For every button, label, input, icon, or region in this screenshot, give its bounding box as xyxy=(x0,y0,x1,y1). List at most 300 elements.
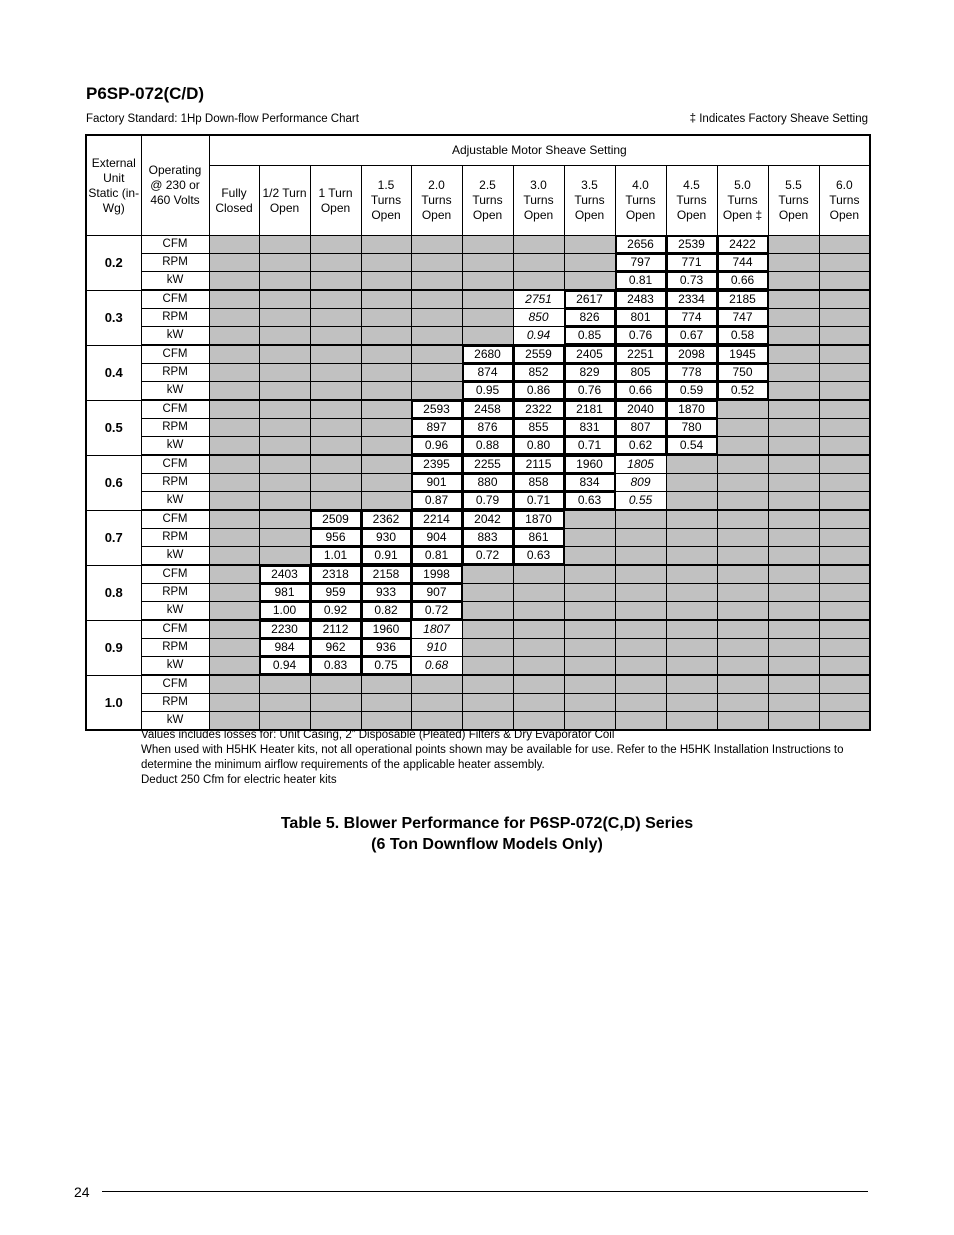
unavailable-cell xyxy=(666,694,717,712)
unavailable-cell xyxy=(717,602,768,621)
unavailable-cell xyxy=(768,345,819,364)
performance-value: 771 xyxy=(666,254,717,272)
performance-value: 0.73 xyxy=(666,272,717,291)
unavailable-cell xyxy=(768,565,819,584)
performance-value: 956 xyxy=(310,529,361,547)
performance-value: 2422 xyxy=(717,236,768,254)
performance-value: 959 xyxy=(310,584,361,602)
performance-value: 874 xyxy=(462,364,513,382)
unavailable-cell xyxy=(209,345,259,364)
table-row xyxy=(86,602,870,621)
unavailable-cell xyxy=(615,529,666,547)
performance-value: 850 xyxy=(513,309,564,327)
unavailable-cell xyxy=(310,290,361,309)
unavailable-cell xyxy=(819,364,870,382)
column-header: 6.0 Turns Open xyxy=(819,166,870,236)
unavailable-cell xyxy=(462,620,513,639)
unavailable-cell xyxy=(310,272,361,291)
performance-value: 0.94 xyxy=(513,327,564,346)
unavailable-cell xyxy=(768,529,819,547)
row-label: CFM xyxy=(141,236,209,254)
unavailable-cell xyxy=(564,547,615,566)
unavailable-cell xyxy=(462,272,513,291)
performance-value: 883 xyxy=(462,529,513,547)
performance-value: 0.85 xyxy=(564,327,615,346)
unavailable-cell xyxy=(310,345,361,364)
unavailable-cell xyxy=(615,510,666,529)
unavailable-cell xyxy=(768,474,819,492)
unavailable-cell xyxy=(361,290,411,309)
unavailable-cell xyxy=(209,657,259,676)
table-row xyxy=(86,254,870,272)
unavailable-cell xyxy=(513,694,564,712)
performance-value: 2539 xyxy=(666,236,717,254)
table-row xyxy=(86,694,870,712)
page-number: 24 xyxy=(74,1184,90,1200)
performance-value: 0.68 xyxy=(411,657,462,676)
unavailable-cell xyxy=(564,254,615,272)
unavailable-cell xyxy=(666,510,717,529)
row-label: CFM xyxy=(141,290,209,309)
footer-rule xyxy=(102,1191,868,1192)
unavailable-cell xyxy=(768,327,819,346)
unavailable-cell xyxy=(209,529,259,547)
unavailable-cell xyxy=(259,345,310,364)
column-header: 2.5 Turns Open xyxy=(462,166,513,236)
performance-value: 0.72 xyxy=(411,602,462,621)
performance-value: 809 xyxy=(615,474,666,492)
unavailable-cell xyxy=(819,254,870,272)
unavailable-cell xyxy=(717,492,768,511)
unavailable-cell xyxy=(411,382,462,401)
table-row xyxy=(86,437,870,456)
row-label: CFM xyxy=(141,675,209,694)
unavailable-cell xyxy=(462,602,513,621)
performance-value: 2559 xyxy=(513,345,564,364)
performance-value: 981 xyxy=(259,584,310,602)
unavailable-cell xyxy=(310,309,361,327)
static-pressure-cell: 0.8 xyxy=(86,565,141,620)
unavailable-cell xyxy=(209,437,259,456)
unavailable-cell xyxy=(564,529,615,547)
unavailable-cell xyxy=(209,639,259,657)
performance-value: 2042 xyxy=(462,510,513,529)
unavailable-cell xyxy=(462,290,513,309)
column-header: 5.0 Turns Open ‡ xyxy=(717,166,768,236)
row-label: RPM xyxy=(141,529,209,547)
unavailable-cell xyxy=(259,675,310,694)
unavailable-cell xyxy=(361,455,411,474)
table-row xyxy=(86,345,870,364)
table-row xyxy=(86,400,870,419)
column-header: 4.0 Turns Open xyxy=(615,166,666,236)
unavailable-cell xyxy=(819,236,870,254)
unavailable-cell xyxy=(209,309,259,327)
performance-value: 2593 xyxy=(411,400,462,419)
unavailable-cell xyxy=(666,657,717,676)
performance-value: 2158 xyxy=(361,565,411,584)
unavailable-cell xyxy=(564,584,615,602)
performance-value: 2318 xyxy=(310,565,361,584)
performance-value: 2656 xyxy=(615,236,666,254)
performance-value: 861 xyxy=(513,529,564,547)
unavailable-cell xyxy=(819,290,870,309)
unavailable-cell xyxy=(259,290,310,309)
performance-value: 910 xyxy=(411,639,462,657)
unavailable-cell xyxy=(768,455,819,474)
unavailable-cell xyxy=(717,529,768,547)
performance-value: 901 xyxy=(411,474,462,492)
unavailable-cell xyxy=(411,327,462,346)
performance-value: 0.81 xyxy=(615,272,666,291)
unavailable-cell xyxy=(462,309,513,327)
table-row xyxy=(86,510,870,529)
row-label: RPM xyxy=(141,254,209,272)
performance-value: 2403 xyxy=(259,565,310,584)
unavailable-cell xyxy=(819,309,870,327)
unavailable-cell xyxy=(768,694,819,712)
unavailable-cell xyxy=(411,290,462,309)
unavailable-cell xyxy=(564,510,615,529)
performance-value: 2115 xyxy=(513,455,564,474)
unavailable-cell xyxy=(513,657,564,676)
performance-value: 834 xyxy=(564,474,615,492)
unavailable-cell xyxy=(361,474,411,492)
column-header: 2.0 Turns Open xyxy=(411,166,462,236)
unavailable-cell xyxy=(259,400,310,419)
performance-value: 0.83 xyxy=(310,657,361,676)
performance-value: 0.91 xyxy=(361,547,411,566)
unavailable-cell xyxy=(768,272,819,291)
unavailable-cell xyxy=(209,584,259,602)
unavailable-cell xyxy=(819,474,870,492)
table-row xyxy=(86,382,870,401)
performance-value: 1.00 xyxy=(259,602,310,621)
table-row xyxy=(86,675,870,694)
performance-value: 2483 xyxy=(615,290,666,309)
unavailable-cell xyxy=(666,584,717,602)
performance-value: 0.63 xyxy=(564,492,615,511)
unavailable-cell xyxy=(259,547,310,566)
unavailable-cell xyxy=(361,400,411,419)
unavailable-cell xyxy=(411,236,462,254)
performance-value: 747 xyxy=(717,309,768,327)
unavailable-cell xyxy=(513,639,564,657)
unavailable-cell xyxy=(259,694,310,712)
performance-value: 2214 xyxy=(411,510,462,529)
unavailable-cell xyxy=(513,272,564,291)
unavailable-cell xyxy=(310,400,361,419)
performance-value: 0.75 xyxy=(361,657,411,676)
performance-value: 2040 xyxy=(615,400,666,419)
performance-value: 904 xyxy=(411,529,462,547)
performance-value: 0.95 xyxy=(462,382,513,401)
unavailable-cell xyxy=(209,455,259,474)
static-pressure-cell: 0.6 xyxy=(86,455,141,510)
unavailable-cell xyxy=(361,345,411,364)
row-label: kW xyxy=(141,492,209,511)
unavailable-cell xyxy=(209,565,259,584)
row-label: RPM xyxy=(141,584,209,602)
unavailable-cell xyxy=(513,254,564,272)
unavailable-cell xyxy=(310,675,361,694)
unavailable-cell xyxy=(513,236,564,254)
unavailable-cell xyxy=(564,620,615,639)
unavailable-cell xyxy=(513,602,564,621)
unavailable-cell xyxy=(411,364,462,382)
unavailable-cell xyxy=(411,345,462,364)
unavailable-cell xyxy=(717,694,768,712)
unavailable-cell xyxy=(259,510,310,529)
performance-value: 0.96 xyxy=(411,437,462,456)
unavailable-cell xyxy=(615,639,666,657)
unavailable-cell xyxy=(462,327,513,346)
unavailable-cell xyxy=(209,492,259,511)
unavailable-cell xyxy=(310,254,361,272)
performance-value: 744 xyxy=(717,254,768,272)
unavailable-cell xyxy=(259,474,310,492)
performance-value: 0.52 xyxy=(717,382,768,401)
row-label: kW xyxy=(141,272,209,291)
performance-value: 829 xyxy=(564,364,615,382)
table-row xyxy=(86,290,870,309)
unavailable-cell xyxy=(361,254,411,272)
unavailable-cell xyxy=(819,400,870,419)
unavailable-cell xyxy=(717,565,768,584)
static-pressure-cell: 0.5 xyxy=(86,400,141,455)
unavailable-cell xyxy=(564,236,615,254)
performance-value: 0.86 xyxy=(513,382,564,401)
performance-value: 876 xyxy=(462,419,513,437)
unavailable-cell xyxy=(717,675,768,694)
performance-value: 2680 xyxy=(462,345,513,364)
unavailable-cell xyxy=(768,290,819,309)
performance-value: 0.63 xyxy=(513,547,564,566)
unavailable-cell xyxy=(615,657,666,676)
unavailable-cell xyxy=(666,455,717,474)
performance-value: 0.72 xyxy=(462,547,513,566)
performance-value: 0.80 xyxy=(513,437,564,456)
unavailable-cell xyxy=(259,364,310,382)
unavailable-cell xyxy=(411,694,462,712)
row-label: kW xyxy=(141,657,209,676)
performance-value: 2255 xyxy=(462,455,513,474)
unavailable-cell xyxy=(310,437,361,456)
unavailable-cell xyxy=(819,437,870,456)
unavailable-cell xyxy=(209,602,259,621)
unavailable-cell xyxy=(259,455,310,474)
unavailable-cell xyxy=(411,675,462,694)
table-row xyxy=(86,639,870,657)
unavailable-cell xyxy=(259,437,310,456)
unavailable-cell xyxy=(615,565,666,584)
unavailable-cell xyxy=(819,547,870,566)
performance-value: 2509 xyxy=(310,510,361,529)
unavailable-cell xyxy=(462,565,513,584)
performance-value: 0.55 xyxy=(615,492,666,511)
unavailable-cell xyxy=(717,455,768,474)
performance-value: 2751 xyxy=(513,290,564,309)
unavailable-cell xyxy=(564,272,615,291)
performance-value: 797 xyxy=(615,254,666,272)
static-pressure-cell: 0.9 xyxy=(86,620,141,675)
unavailable-cell xyxy=(564,565,615,584)
performance-value: 807 xyxy=(615,419,666,437)
unavailable-cell xyxy=(310,474,361,492)
unavailable-cell xyxy=(666,620,717,639)
unavailable-cell xyxy=(310,364,361,382)
page-title: P6SP-072(C/D) xyxy=(86,84,205,103)
chart-subtitle: Factory Standard: 1Hp Down-flow Performance Chart xyxy=(86,113,359,125)
performance-value: 0.76 xyxy=(615,327,666,346)
unavailable-cell xyxy=(768,437,819,456)
performance-value: 2185 xyxy=(717,290,768,309)
unavailable-cell xyxy=(361,327,411,346)
unavailable-cell xyxy=(513,620,564,639)
performance-value: 2362 xyxy=(361,510,411,529)
unavailable-cell xyxy=(615,620,666,639)
note-losses: Values includes losses for: Unit Casing, 2” Disposable (Pleated) Filters & Dry Evaporator Coil xyxy=(141,729,615,741)
row-label: CFM xyxy=(141,400,209,419)
unavailable-cell xyxy=(361,437,411,456)
unavailable-cell xyxy=(717,620,768,639)
unavailable-cell xyxy=(615,675,666,694)
caption-line-1: Table 5. Blower Performance for P6SP-072(C,D) Series xyxy=(280,815,694,832)
table-row xyxy=(86,236,870,254)
unavailable-cell xyxy=(259,492,310,511)
performance-value: 0.87 xyxy=(411,492,462,511)
table-row xyxy=(86,620,870,639)
row-label: RPM xyxy=(141,364,209,382)
table-row xyxy=(86,657,870,676)
performance-value: 778 xyxy=(666,364,717,382)
unavailable-cell xyxy=(209,419,259,437)
unavailable-cell xyxy=(768,492,819,511)
unavailable-cell xyxy=(717,474,768,492)
unavailable-cell xyxy=(666,474,717,492)
unavailable-cell xyxy=(513,675,564,694)
performance-value: 0.71 xyxy=(564,437,615,456)
unavailable-cell xyxy=(768,510,819,529)
performance-value: 1998 xyxy=(411,565,462,584)
unavailable-cell xyxy=(819,345,870,364)
unavailable-cell xyxy=(615,584,666,602)
unavailable-cell xyxy=(768,547,819,566)
unavailable-cell xyxy=(462,675,513,694)
column-header: 1/2 Turn Open xyxy=(259,166,310,236)
performance-value: 805 xyxy=(615,364,666,382)
performance-value: 0.79 xyxy=(462,492,513,511)
unavailable-cell xyxy=(819,620,870,639)
unavailable-cell xyxy=(361,236,411,254)
performance-value: 0.88 xyxy=(462,437,513,456)
unavailable-cell xyxy=(819,455,870,474)
unavailable-cell xyxy=(209,327,259,346)
column-header: Fully Closed xyxy=(209,166,259,236)
unavailable-cell xyxy=(462,584,513,602)
unavailable-cell xyxy=(666,675,717,694)
performance-value: 1807 xyxy=(411,620,462,639)
performance-value: 897 xyxy=(411,419,462,437)
unavailable-cell xyxy=(259,272,310,291)
table-row xyxy=(86,584,870,602)
unavailable-cell xyxy=(209,510,259,529)
row-label: CFM xyxy=(141,565,209,584)
unavailable-cell xyxy=(615,694,666,712)
note-heater-kits: When used with H5HK Heater kits, not all operational points shown may be available for use. Refer to the H5HK Installation Instructions to determine the minimum airflow requirements of the applicable heater assembly. xyxy=(141,744,844,771)
performance-value: 0.58 xyxy=(717,327,768,346)
unavailable-cell xyxy=(310,236,361,254)
unavailable-cell xyxy=(361,382,411,401)
unavailable-cell xyxy=(209,236,259,254)
unavailable-cell xyxy=(462,694,513,712)
unavailable-cell xyxy=(259,309,310,327)
performance-value: 0.62 xyxy=(615,437,666,456)
row-label: kW xyxy=(141,382,209,401)
performance-value: 880 xyxy=(462,474,513,492)
unavailable-cell xyxy=(819,529,870,547)
unavailable-cell xyxy=(717,437,768,456)
unavailable-cell xyxy=(564,602,615,621)
row-label: CFM xyxy=(141,620,209,639)
caption-line-2: (6 Ton Downflow Models Only) xyxy=(371,836,603,853)
row-label: RPM xyxy=(141,694,209,712)
unavailable-cell xyxy=(717,639,768,657)
performance-value: 2230 xyxy=(259,620,310,639)
row-label: kW xyxy=(141,602,209,621)
performance-value: 858 xyxy=(513,474,564,492)
performance-value: 852 xyxy=(513,364,564,382)
unavailable-cell xyxy=(615,547,666,566)
performance-value: 907 xyxy=(411,584,462,602)
unavailable-cell xyxy=(259,419,310,437)
row-label: RPM xyxy=(141,419,209,437)
unavailable-cell xyxy=(209,400,259,419)
unavailable-cell xyxy=(768,400,819,419)
unavailable-cell xyxy=(819,272,870,291)
unavailable-cell xyxy=(310,419,361,437)
unavailable-cell xyxy=(768,620,819,639)
performance-value: 1960 xyxy=(564,455,615,474)
row-label: RPM xyxy=(141,474,209,492)
table-row xyxy=(86,272,870,291)
unavailable-cell xyxy=(462,254,513,272)
performance-value: 0.81 xyxy=(411,547,462,566)
unavailable-cell xyxy=(768,639,819,657)
unavailable-cell xyxy=(564,694,615,712)
table-row xyxy=(86,529,870,547)
column-header: 3.0 Turns Open xyxy=(513,166,564,236)
column-header: 3.5 Turns Open xyxy=(564,166,615,236)
unavailable-cell xyxy=(819,639,870,657)
unavailable-cell xyxy=(819,382,870,401)
header-adjustable-sheave: Adjustable Motor Sheave Setting xyxy=(209,135,870,166)
unavailable-cell xyxy=(768,602,819,621)
header-operating-voltage: Operating @ 230 or 460 Volts xyxy=(141,135,209,236)
unavailable-cell xyxy=(513,565,564,584)
table-caption xyxy=(0,813,954,855)
row-label: kW xyxy=(141,712,209,731)
performance-value: 1.01 xyxy=(310,547,361,566)
unavailable-cell xyxy=(717,547,768,566)
unavailable-cell xyxy=(768,675,819,694)
performance-value: 2458 xyxy=(462,400,513,419)
unavailable-cell xyxy=(462,236,513,254)
unavailable-cell xyxy=(819,675,870,694)
performance-value: 831 xyxy=(564,419,615,437)
performance-value: 1805 xyxy=(615,455,666,474)
unavailable-cell xyxy=(768,236,819,254)
